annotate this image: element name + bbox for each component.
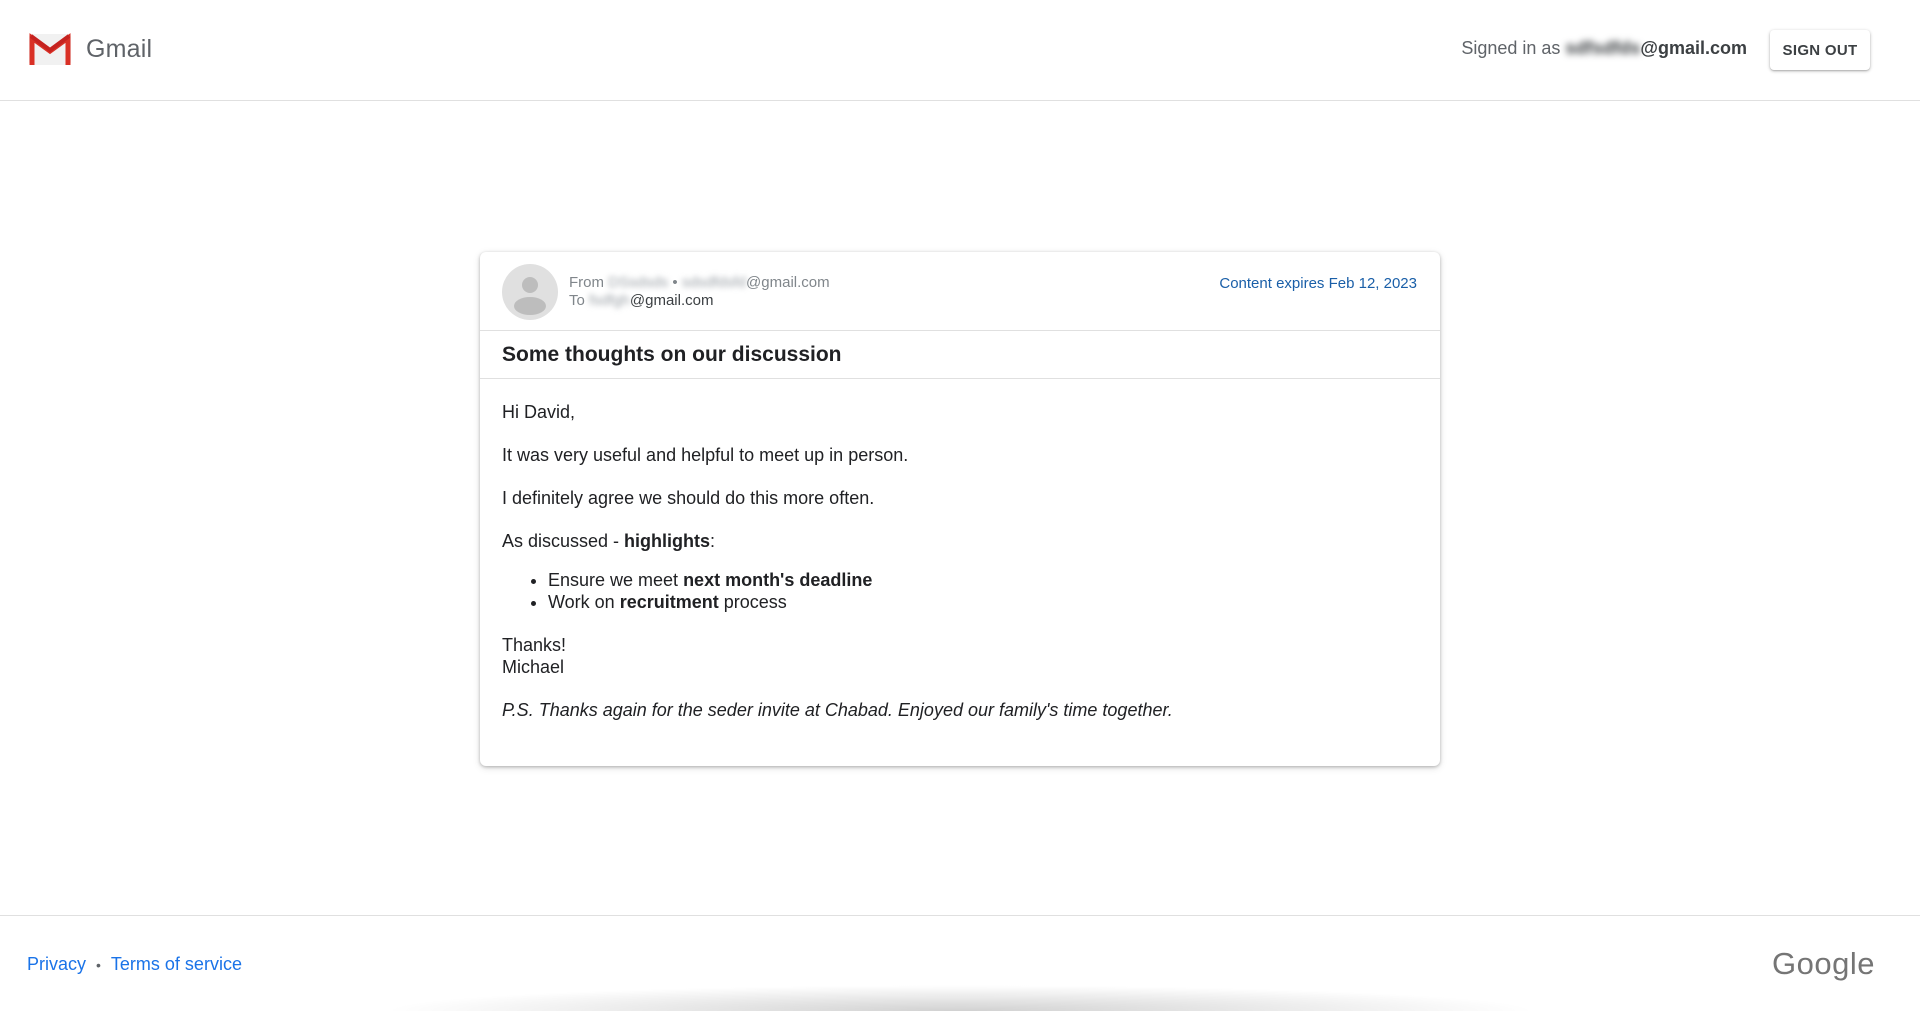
signoff: Thanks! xyxy=(502,635,567,655)
from-line xyxy=(569,274,830,292)
email-header xyxy=(480,252,1440,331)
highlights-prefix: As discussed - xyxy=(502,531,625,551)
email-card xyxy=(480,252,1440,766)
footer-separator: • xyxy=(96,956,101,973)
top-bar xyxy=(0,0,1920,101)
from-separator: • xyxy=(672,274,678,291)
signoff-block xyxy=(502,634,1418,678)
highlights-line xyxy=(502,530,1418,552)
email-body xyxy=(480,379,1440,721)
subject-row xyxy=(480,331,1440,379)
to-label: To xyxy=(569,292,585,309)
gmail-m-icon xyxy=(28,32,72,66)
postscript: P.S. Thanks again for the seder invite at Chabad. Enjoyed our family's time together. xyxy=(502,700,1173,720)
bullet-text: Ensure we meet xyxy=(548,570,684,590)
body-paragraph-2: I definitely agree we should do this more often. xyxy=(502,488,875,508)
to-line xyxy=(569,292,830,310)
sender-avatar xyxy=(502,264,558,320)
bullet-text: process xyxy=(718,592,787,612)
email-meta xyxy=(569,274,830,310)
from-user: sdsdfdsfd xyxy=(681,274,747,291)
app-name: Gmail xyxy=(86,34,153,63)
list-item xyxy=(548,591,1418,613)
to-domain: @gmail.com xyxy=(629,292,714,309)
signed-in-status xyxy=(1461,38,1747,59)
body-paragraph-1: It was very useful and helpful to meet up in person. xyxy=(502,445,909,465)
bullet-text: Work on xyxy=(548,592,620,612)
list-item xyxy=(548,569,1418,591)
bottom-shadow xyxy=(380,985,1540,1011)
greeting: Hi David, xyxy=(502,402,576,422)
email-subject: Some thoughts on our discussion xyxy=(502,342,842,366)
from-domain: @gmail.com xyxy=(746,274,830,291)
gmail-logo[interactable] xyxy=(28,32,152,66)
bullet-bold: recruitment xyxy=(619,592,719,612)
footer-links xyxy=(27,954,242,975)
signed-in-email-user: sdfsdfds xyxy=(1565,38,1641,58)
signed-in-email: sdfsdfds@gmail.com xyxy=(1565,38,1747,58)
terms-link[interactable]: Terms of service xyxy=(110,954,242,974)
content-expiry: Content expires Feb 12, 2023 xyxy=(1219,275,1417,292)
person-icon xyxy=(502,264,558,320)
from-label: From xyxy=(569,274,604,291)
highlights-bold: highlights xyxy=(624,531,711,551)
signature: Michael xyxy=(502,657,565,677)
privacy-link[interactable]: Privacy xyxy=(27,954,87,974)
to-user: fsdfgh xyxy=(589,292,630,309)
highlights-list xyxy=(548,569,1418,613)
highlights-suffix: : xyxy=(710,531,716,551)
google-logo: Google xyxy=(1772,946,1875,981)
signed-in-label: Signed in as xyxy=(1461,38,1561,58)
bullet-bold: next month's deadline xyxy=(683,570,873,590)
from-name: DSsdsds xyxy=(608,274,669,291)
sign-out-button[interactable]: SIGN OUT xyxy=(1770,30,1870,70)
